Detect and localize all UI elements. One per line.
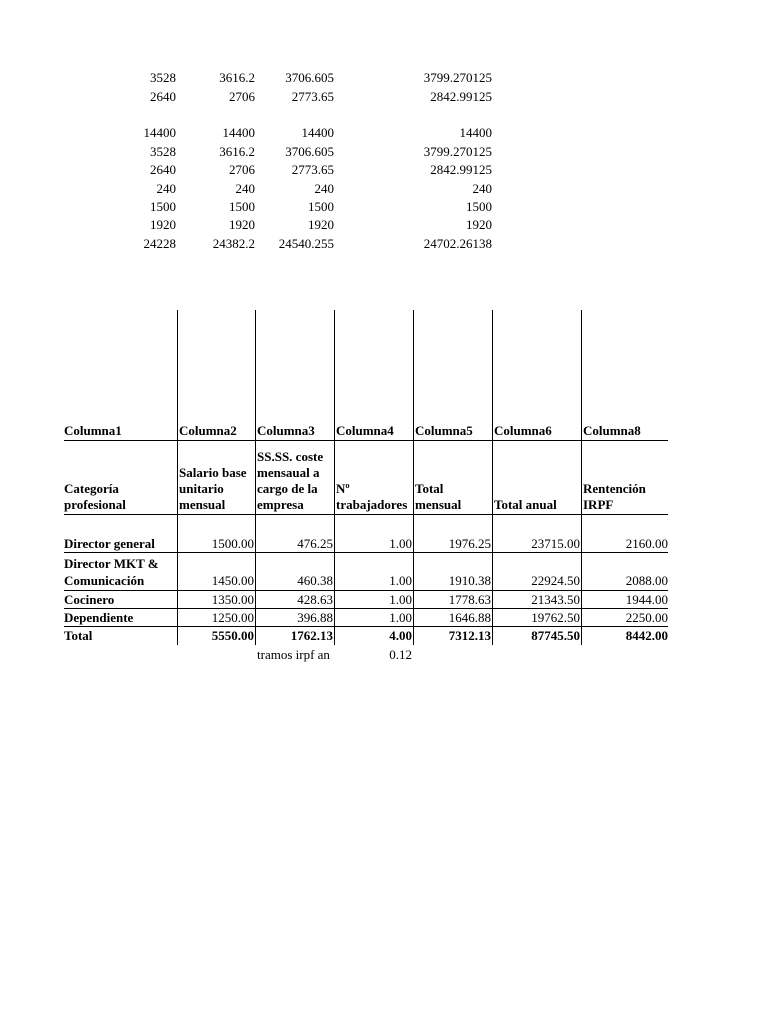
ss-cell: 396.88 [297, 610, 333, 625]
number-cell: 1920 [229, 217, 255, 232]
number-cell: 1920 [466, 217, 492, 232]
column-name: Columna8 [583, 423, 641, 438]
row-divider [64, 608, 668, 609]
number-cell: 1500 [308, 199, 334, 214]
total-anual-cell: 22924.50 [531, 573, 580, 588]
number-cell: 24540.255 [278, 236, 334, 251]
number-cell: 2706 [229, 162, 255, 177]
column-name: Columna4 [336, 423, 394, 438]
number-cell: 2842.99125 [430, 162, 492, 177]
number-cell: 3799.270125 [423, 144, 492, 159]
number-cell: 3528 [150, 70, 176, 85]
footer-label: tramos irpf an [257, 647, 330, 662]
number-cell: 3616.2 [219, 70, 255, 85]
number-cell: 1500 [150, 199, 176, 214]
irpf-cell: 2088.00 [625, 573, 668, 588]
number-cell: 24228 [143, 236, 176, 251]
number-cell: 14400 [301, 125, 334, 140]
row-divider [64, 590, 668, 591]
row-label: Cocinero [64, 592, 115, 607]
ss-total: 1762.13 [290, 628, 333, 643]
row-divider [64, 440, 668, 441]
total-mensual-cell: 1976.25 [448, 536, 491, 551]
header-total-anual: Total anual [494, 497, 557, 512]
number-row [0, 143, 768, 161]
header-line: cargo de la [257, 481, 318, 496]
salario-cell: 1350.00 [211, 592, 254, 607]
number-cell: 2773.65 [291, 89, 334, 104]
row-label: Director MKT & [64, 556, 159, 571]
number-cell: 240 [156, 181, 176, 196]
number-cell: 240 [235, 181, 255, 196]
irpf-cell: 2160.00 [625, 536, 668, 551]
number-row [0, 198, 768, 216]
number-cell: 240 [314, 181, 334, 196]
salario-total: 5550.00 [211, 628, 254, 643]
column-divider [413, 310, 414, 645]
ss-cell: 460.38 [297, 573, 333, 588]
header-line: SS.SS. coste [257, 449, 324, 464]
number-cell: 2640 [150, 162, 176, 177]
column-name: Columna6 [494, 423, 552, 438]
column-divider [581, 310, 582, 645]
header-line: mensaual a [257, 465, 320, 480]
column-divider [177, 310, 178, 645]
row-divider [64, 552, 668, 553]
number-cell: 2640 [150, 89, 176, 104]
number-cell: 3799.270125 [423, 70, 492, 85]
number-cell: 3528 [150, 144, 176, 159]
total-anual-total: 87745.50 [531, 628, 580, 643]
header-line: unitario [179, 481, 224, 496]
number-row [0, 124, 768, 142]
header-line: Salario base [179, 465, 247, 480]
number-cell: 14400 [143, 125, 176, 140]
row-label: Comunicación [64, 573, 145, 588]
trabajadores-cell: 1.00 [389, 573, 412, 588]
number-cell: 3706.605 [285, 144, 334, 159]
number-cell: 2706 [229, 89, 255, 104]
header-line: trabajadores [336, 497, 408, 512]
row-label: Dependiente [64, 610, 134, 625]
total-mensual-cell: 1910.38 [448, 573, 491, 588]
number-cell: 14400 [222, 125, 255, 140]
irpf-cell: 2250.00 [625, 610, 668, 625]
header-line: Categoría [64, 481, 119, 496]
number-row [0, 235, 768, 253]
header-line: Total [415, 481, 444, 496]
number-cell: 3616.2 [219, 144, 255, 159]
trabajadores-cell: 1.00 [389, 536, 412, 551]
row-divider [64, 626, 668, 627]
number-cell: 3706.605 [285, 70, 334, 85]
ss-cell: 476.25 [297, 536, 333, 551]
row-divider [64, 514, 668, 515]
header-line: mensual [179, 497, 226, 512]
number-cell: 1920 [308, 217, 334, 232]
header-line: Rentención [583, 481, 646, 496]
trabajadores-cell: 1.00 [389, 610, 412, 625]
ss-cell: 428.63 [297, 592, 333, 607]
number-cell: 2773.65 [291, 162, 334, 177]
number-cell: 1500 [229, 199, 255, 214]
number-cell: 24702.26138 [423, 236, 492, 251]
header-line: profesional [64, 497, 126, 512]
column-name: Columna2 [179, 423, 237, 438]
trabajadores-cell: 1.00 [389, 592, 412, 607]
number-row [0, 69, 768, 87]
number-row [0, 180, 768, 198]
salario-cell: 1450.00 [211, 573, 254, 588]
column-divider [255, 310, 256, 645]
salario-cell: 1500.00 [211, 536, 254, 551]
total-mensual-cell: 1778.63 [448, 592, 491, 607]
header-line: mensual [415, 497, 462, 512]
total-mensual-cell: 1646.88 [448, 610, 491, 625]
header-line: Nº [336, 481, 350, 496]
number-row [0, 216, 768, 234]
row-label: Director general [64, 536, 155, 551]
trabajadores-total: 4.00 [389, 628, 412, 643]
number-row [0, 161, 768, 179]
total-anual-cell: 21343.50 [531, 592, 580, 607]
column-divider [334, 310, 335, 645]
number-cell: 1500 [466, 199, 492, 214]
number-cell: 14400 [459, 125, 492, 140]
number-cell: 240 [472, 181, 492, 196]
salario-cell: 1250.00 [211, 610, 254, 625]
column-name: Columna1 [64, 423, 122, 438]
number-cell: 1920 [150, 217, 176, 232]
column-name: Columna5 [415, 423, 473, 438]
column-divider [492, 310, 493, 645]
header-line: empresa [257, 497, 304, 512]
number-cell: 24382.2 [212, 236, 255, 251]
irpf-cell: 1944.00 [625, 592, 668, 607]
total-anual-cell: 19762.50 [531, 610, 580, 625]
total-mensual-total: 7312.13 [448, 628, 491, 643]
number-row [0, 88, 768, 106]
header-line: IRPF [583, 497, 614, 512]
total-label: Total [64, 628, 93, 643]
number-cell: 2842.99125 [430, 89, 492, 104]
footer-value: 0.12 [389, 647, 412, 662]
column-name: Columna3 [257, 423, 315, 438]
total-anual-cell: 23715.00 [531, 536, 580, 551]
irpf-total: 8442.00 [625, 628, 668, 643]
